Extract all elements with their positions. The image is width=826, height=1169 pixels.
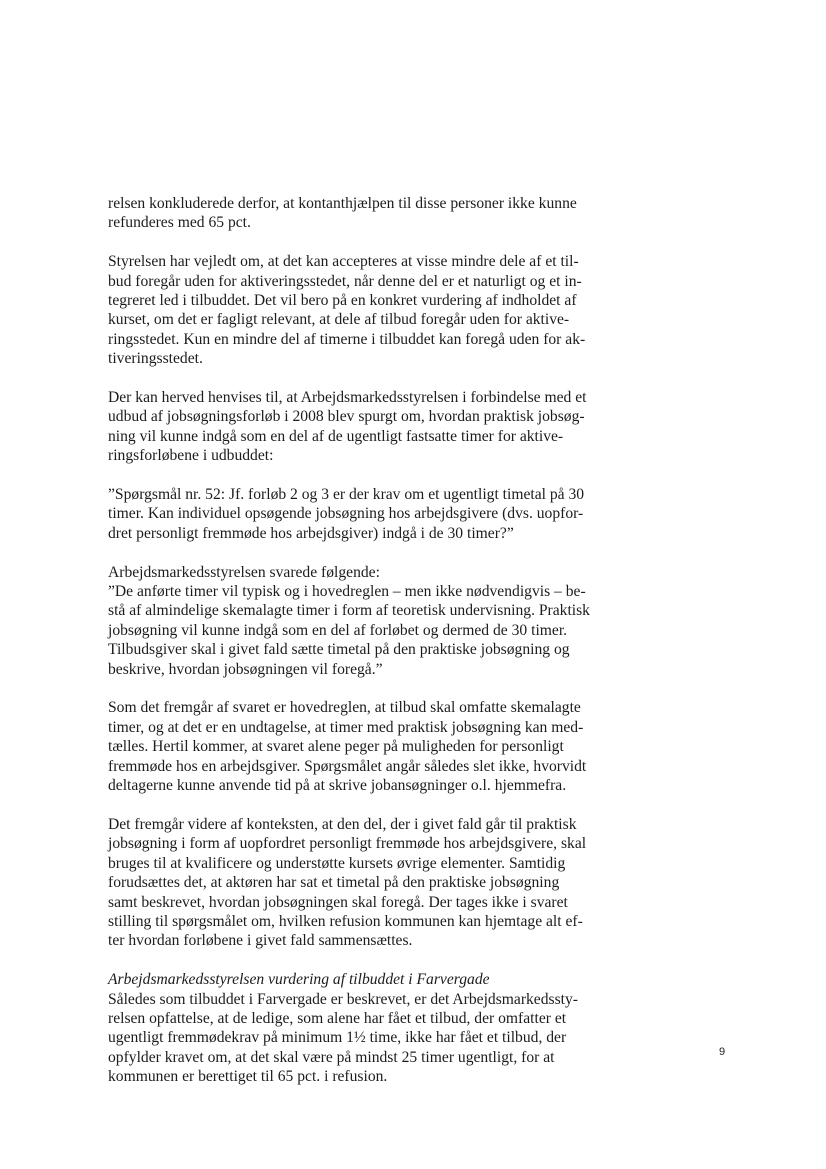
text-line: relsen opfattelse, at de ledige, som alene har fået et tilbud, der omfatter et	[108, 1009, 567, 1027]
text-line: relsen konkluderede derfor, at kontanthjælpen til disse personer ikke kunne	[108, 195, 577, 212]
body-text	[108, 194, 596, 1106]
text-line: tegreret led i tilbuddet. Det vil bero på en konkret vurdering af indholdet af	[108, 292, 577, 310]
text-line: fremmøde hos en arbejdsgiver. Spørgsmålet angår således slet ikke, hvorvidt	[108, 757, 587, 775]
text-line: jobsøgning i form af uopfordret personligt fremmøde hos arbejdsgivere, skal	[108, 835, 587, 853]
text-line: Der kan herved henvises til, at Arbejdsmarkedsstyrelsen i forbindelse med et	[108, 389, 587, 407]
paragraph-2	[108, 252, 596, 368]
section-heading: Arbejdsmarkedsstyrelsen vurdering af tilbuddet i Farvergade	[108, 971, 490, 989]
text-line: tiveringsstedet.	[108, 350, 203, 368]
text-line: ”Spørgsmål nr. 52: Jf. forløb 2 og 3 er der krav om et ugentligt timetal på 30	[108, 486, 585, 504]
text-line: ning vil kunne indgå som en del af de ugentligt fastsatte timer for aktive-	[108, 427, 564, 445]
text-line: beskrive, hvordan jobsøgningen vil foregå.”	[108, 660, 383, 678]
text-line: kommunen er berettiget til 65 pct. i refusion.	[108, 1068, 388, 1086]
text-line: tælles. Hertil kommer, at svaret alene peger på muligheden for personligt	[108, 738, 564, 756]
text-line: Det fremgår videre af konteksten, at den del, der i givet fald går til praktisk	[108, 815, 577, 833]
text-line: kurset, om det er fagligt relevant, at dele af tilbud foregår uden for aktive-	[108, 311, 570, 329]
text-line: jobsøgning vil kunne indgå som en del af forløbet og dermed de 30 timer.	[108, 621, 568, 639]
text-line: timer, og at det er en undtagelse, at timer med praktisk jobsøgning kan med-	[108, 718, 584, 736]
text-line: bruges til at kvalificere og understøtte kursets øvrige elementer. Samtidig	[108, 854, 566, 872]
text-line: udbud af jobsøgningsforløb i 2008 blev spurgt om, hvordan praktisk jobsøg-	[108, 408, 585, 426]
quote-question	[108, 485, 596, 543]
text-line: refunderes med 65 pct.	[108, 214, 251, 232]
text-line: ringsforløbene i udbuddet:	[108, 447, 274, 465]
text-line: ter hvordan forløbene i givet fald sammensættes.	[108, 932, 413, 950]
text-line: ”De anførte timer vil typisk og i hovedreglen – men ikke nødvendigvis – be-	[108, 583, 586, 601]
text-line: samt beskrevet, hvordan jobsøgningen skal foregå. Der tages ikke i svaret	[108, 893, 568, 911]
text-line: Arbejdsmarkedsstyrelsen svarede følgende:	[108, 563, 380, 581]
text-line: stilling til spørgsmålet om, hvilken refusion kommunen kan hjemtage alt ef-	[108, 912, 583, 930]
text-line: dret personligt fremmøde hos arbejdsgiver) indgå i de 30 timer?”	[108, 524, 514, 542]
text-line: Som det fremgår af svaret er hovedreglen, at tilbud skal omfatte skemalagte	[108, 699, 581, 717]
text-line: Således som tilbuddet i Farvergade er beskrevet, er det Arbejdsmarkedssty-	[108, 990, 578, 1008]
quote-answer	[108, 563, 596, 679]
text-line: deltagerne kunne anvende tid på at skrive jobansøgninger o.l. hjemmefra.	[108, 777, 567, 795]
text-line: opfylder kravet om, at det skal være på mindst 25 timer ugentligt, for at	[108, 1048, 555, 1066]
text-line: ringsstedet. Kun en mindre del af timerne i tilbuddet kan foregå uden for ak-	[108, 330, 586, 348]
text-line: timer. Kan individuel opsøgende jobsøgning hos arbejdsgivere (dvs. uopfor-	[108, 505, 584, 523]
paragraph-3	[108, 388, 596, 466]
paragraph-1	[108, 194, 596, 233]
text-line: stå af almindelige skemalagte timer i form af teoretisk undervisning. Praktisk	[108, 602, 590, 620]
text-line: Styrelsen har vejledt om, at det kan accepteres at visse mindre dele af et til-	[108, 253, 579, 271]
text-line: Tilbudsgiver skal i givet fald sætte timetal på den praktiske jobsøgning og	[108, 641, 570, 659]
text-line: bud foregår uden for aktiveringsstedet, når denne del er et naturligt og et in-	[108, 272, 582, 290]
section-assessment	[108, 970, 596, 1086]
text-line: ugentligt fremmødekrav på minimum 1½ time, ikke har fået et tilbud, der	[108, 1029, 567, 1047]
paragraph-6	[108, 698, 596, 795]
paragraph-7	[108, 815, 596, 951]
page-number: 9	[719, 1046, 726, 1058]
text-line: forudsættes det, at aktøren har sat et timetal på den praktiske jobsøgning	[108, 874, 560, 892]
